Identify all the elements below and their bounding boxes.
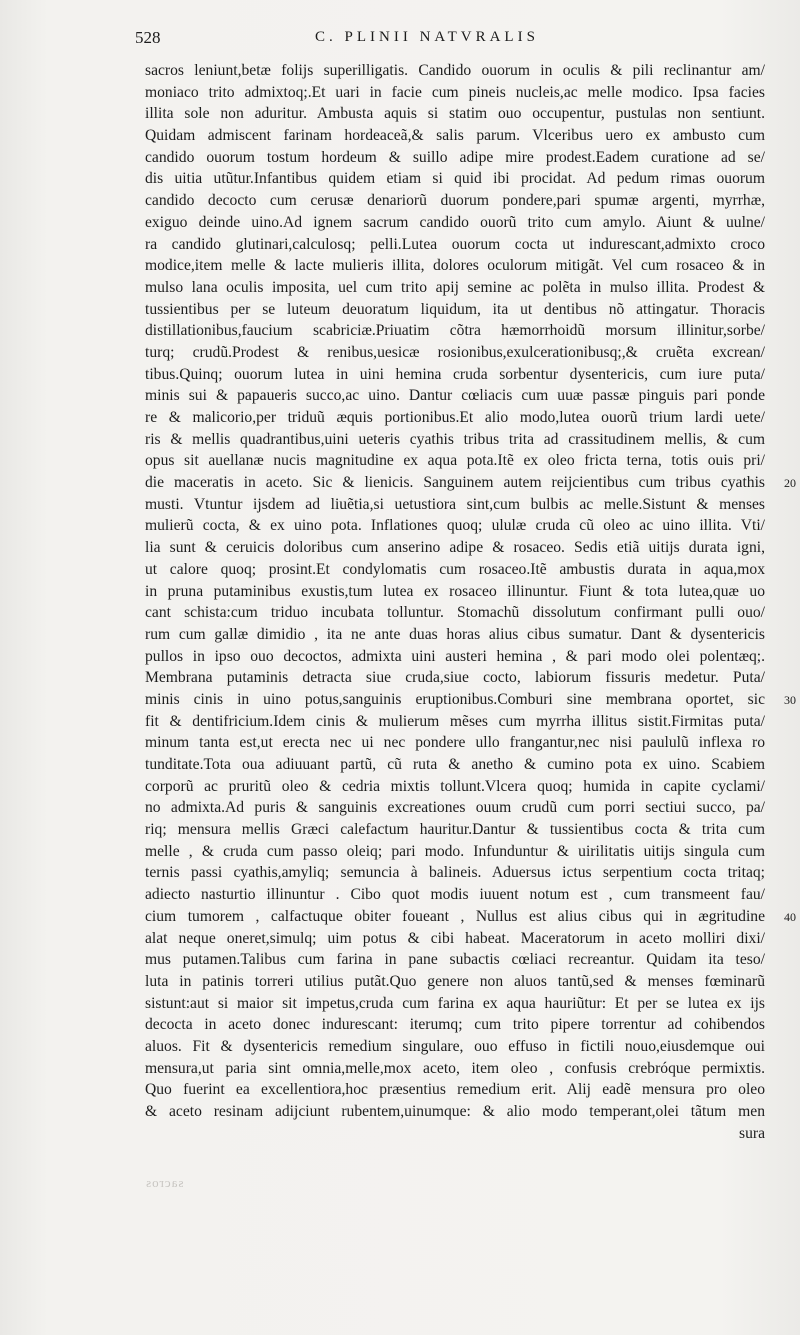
text-line: luta in patinis torreri utilius putãt.Quo genere non aluos tantũ,sed & menses fœminarũ [145,972,765,990]
text-line: minum tanta est,ut erecta nec ui nec pondere ullo frangantur,nec nisi paululũ inflexa ro [145,734,765,752]
text-line: ris & mellis quadrantibus,uini ueteris cyathis tribus trita ad crassitudinem mellis, & cum [145,430,765,448]
text-line: distillationibus,faucium scabriciæ.Priuatim cõtra hæmorrhoidũ morsum illinitur,sorbe/ [145,322,765,340]
text-line: modice,item melle & lacte mulieris illita, dolores oculorum mitigãt. Vel cum rosaceo & in [145,257,765,275]
text-line: re & malicorio,per triduũ æquis portionibus.Et alio modo,lutea ouorũ trium lardi uete/ [145,409,765,426]
text-line: no admixta.Ad puris & sanguinis excreationes ouum crudũ cum porri sectiui succo, pa/ [145,799,765,817]
text-line: mensura,ut paria sint omnia,melle,mox aceto, item oleo , confusis crebróque permixtis. [145,1059,765,1077]
text-line: mulso lana oculis imposita, uel cum trito apij semine ac polẽta in mulso illita. Prodest & [145,278,765,296]
text-line: tibus.Quinq; ouorum lutea in uini hemina cruda sorbentur dysentericis, cum iure puta/ [145,365,765,383]
body-text [145,60,765,1144]
margin-line-number: 30 [784,693,796,707]
text-line: sacros leniunt,betæ folijs superilligatis. Candido ouorum in oculis & pili reclinantur am/ [145,62,765,79]
text-line: minis sui & papaueris succo,ac uino. Dantur cœliacis cum uuæ passæ pinguis pari ponde [145,387,765,405]
margin-line-number: 20 [784,476,796,490]
text-line: & aceto resinam adijciunt rubentem,uinumque: & alio modo temperant,olei tãtum men [145,1103,765,1120]
page-number: 528 [135,28,161,47]
text-line: Quo fuerint ea excellentiora,hoc præsentius remedium erit. Alij eadẽ mensura pro oleo [145,1081,765,1099]
margin-line-number: 40 [784,910,796,924]
bleed-through-text: sacros [145,1175,184,1190]
text-line: exiguo deinde uino.Ad ignem sacrum candido ouorũ trito cum amylo. Aiunt & uulne/ [145,213,765,231]
text-line: sistunt:aut si maior sit impetus,cruda cum farina ex aqua hauriũtur: Et per se lutea ex ijs [145,994,765,1012]
text-line: ut calore quoq; prosint.Et condylomatis cum rosaceo.Itẽ ambustis durata in aqua,mox [145,560,765,578]
text-line: Quidam admiscent farinam hordeaceã,& salis parum. Vlceribus uero ex ambusto cum [145,127,765,145]
text-line: opus sit auellanæ nucis magnitudine ex aqua pota.Itẽ ex oleo fricta terna, totis ouis pri/ [145,452,765,470]
text-line: lia sunt & ceruicis doloribus cum anserino adipe & rosaceo. Sedis etiã uitijs durata igni, [145,539,765,557]
text-line: aluos. Fit & dysentericis remedium singulare, ouo effuso in fictili nouo,eiusdemque oui [145,1037,765,1055]
running-title: C. PLINII NATVRALIS [315,29,539,45]
text-line: die maceratis in aceto. Sic & lienicis. Sanguinem autem reijcientibus cum tribus cyathis [145,474,765,492]
text-line: mus putamen.Talibus cum farina in pane subactis cœliaci recreantur. Quidam ita teso/ [145,951,765,969]
text-line: rum cum gallæ dimidio , ita ne ante duas horas alius cibus sumatur. Dant & dysentericis [145,625,765,643]
text-line: riq; mensura mellis Græci calefactum hauritur.Dantur & tussientibus cocta & trita cum [145,821,765,839]
text-line: tunditate.Tota oua adiuuant partũ, cũ ruta & anetho & cumino pota ex uino. Scabiem [145,756,765,773]
text-line: illita sole non aduritur. Ambusta aquis si statim ouo occupentur, pustulas non sentiunt. [145,105,765,123]
text-line: candido decocto cum cerusæ denariorũ duorum pondere,pari spumæ argenti, myrrhæ, [145,192,765,210]
text-line: moniaco trito admixtoq;.Et uari in facie cum pineis nucleis,ac melle modico. Ipsa facies [145,83,765,101]
text-line: alat neque oneret,simulq; uim potus & cibi habeat. Maceratorum in aceto molliri dixi/ [145,929,765,947]
running-head [135,28,775,54]
text-line: tussientibus per se luteum deuoratum liquidum, ita ut dentibus nõ attingatur. Thoracis [145,300,765,318]
text-line: cium tumorem , calfactuque obiter foueant , Nullus est alius cibus qui in ægritudine [145,907,765,925]
catchword: sura [739,1124,765,1142]
text-line: Membrana putaminis detracta siue cruda,siue cocto, labiorum fissuris medetur. Puta/ [145,669,765,687]
text-line: pullos in ipso ouo decoctos, admixta uini austeri hemina , & pari modo olei polentæq;. [145,647,765,665]
text-line: in pruna putaminibus exustis,tum lutea ex rosaceo illinuntur. Fiunt & tota lutea,quæ uo [145,582,765,600]
text-line: minis cinis in uino potus,sanguinis eruptionibus.Comburi sine membrana oportet, sic [145,690,765,708]
text-line: adiecto nasturtio illinuntur . Cibo quot modis iuuent notum est , cum transmeent fau/ [145,886,765,904]
text-line: corporũ ac pruritũ oleo & cedria mixtis tollunt.Vlcera quoq; humida in capite cyclami/ [145,777,765,795]
text-line: cant schista:cum triduo incubata tolluntur. Stomachũ dissolutum confirmant pulli ouo/ [145,604,765,622]
text-line: turq; crudũ.Prodest & renibus,uesicæ rosionibus,exulcerationibusq;,& cruẽta excrean/ [145,343,765,361]
text-line: mulierũ cocta, & ex uino pota. Inflationes quoq; ululæ cruda cũ oleo ac uino illita. Vti/ [145,517,765,535]
text-line: musti. Vtuntur ijsdem ad liuẽtia,si uetustiora sint,cum bulbis ac melle.Sistunt & menses [145,495,765,513]
text-line: ra candido glutinari,calculosq; pelli.Lutea ouorum cocta ut indurescant,admixto croco [145,235,765,253]
text-line: candido ouorum tostum hordeum & suillo adipe mire prodest.Eadem curatione ad se/ [145,148,765,166]
text-line: melle , & cruda cum passo oleiq; pari modo. Infunduntur & uirilitatis uitijs singula cum [145,842,765,860]
text-line: dis uitia utũtur.Infantibus quidem etiam si quid ibi procidat. Ad pedum rimas ouorum [145,170,765,188]
text-line: ternis passi cyathis,amyliq; semuncia à balineis. Aduersus ictus serpentium cocta tritaq; [145,864,765,882]
text-line: fit & dentifricium.Idem cinis & mulierum mẽses cum myrrha illitus sistit.Firmitas puta/ [145,712,765,730]
text-line: decocta in aceto donec indurescant: iterumq; cum trito pipere torrentur ad cohibendos [145,1016,765,1034]
